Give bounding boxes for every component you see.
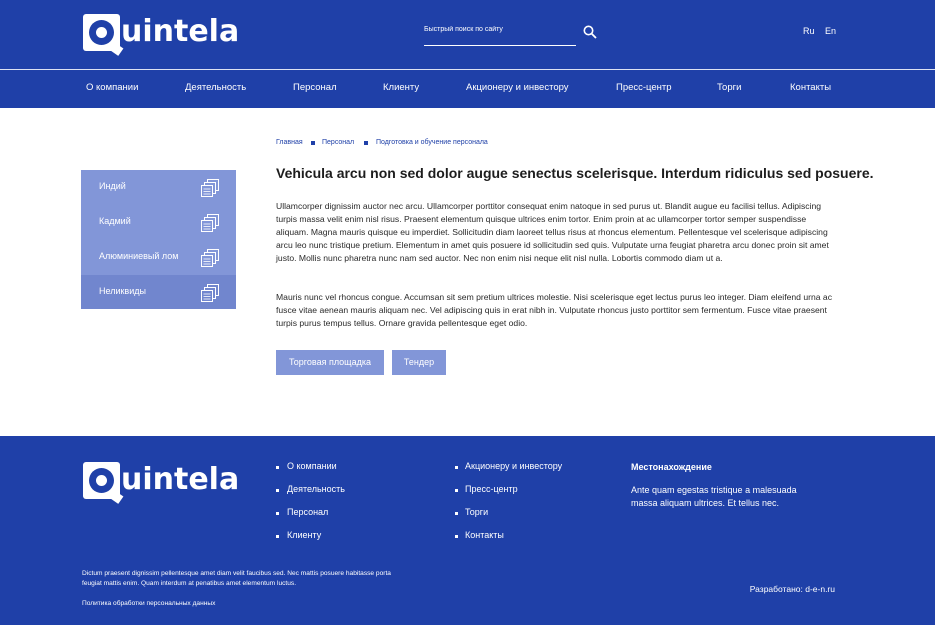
list-bullet: [455, 512, 458, 515]
documents-icon: [200, 248, 220, 268]
developer-credit-link[interactable]: Разработано: d-e-n.ru: [749, 584, 835, 594]
breadcrumb-home[interactable]: Главная: [276, 139, 303, 146]
sidebar-menu: [81, 170, 236, 309]
sidebar-item-label: Индий: [99, 181, 126, 191]
tender-button[interactable]: Тендер: [392, 350, 446, 375]
logo-q-mark: [83, 462, 120, 499]
site-logo[interactable]: [83, 13, 239, 51]
documents-icon: [200, 178, 220, 198]
nav-item-company[interactable]: О компании: [86, 82, 139, 93]
footer-link-client[interactable]: Клиенту: [287, 530, 322, 540]
nav-item-investor[interactable]: Акционеру и инвестору: [466, 82, 569, 93]
sidebar-item-cadmium[interactable]: [81, 205, 236, 240]
footer-link-investor[interactable]: Акционеру и инвестору: [465, 461, 563, 471]
privacy-policy-link[interactable]: Политика обработки персональных данных: [82, 600, 216, 607]
lang-en-link[interactable]: En: [825, 26, 837, 36]
footer-link-activity[interactable]: Деятельность: [287, 484, 345, 494]
sidebar-item-indium[interactable]: [81, 170, 236, 205]
nav-item-client[interactable]: Клиенту: [383, 82, 420, 93]
page-title: Vehicula arcu non sed dolor augue senectus scelerisque. Interdum ridiculus sed posuere.: [276, 165, 874, 181]
nav-item-activity[interactable]: Деятельность: [185, 82, 247, 93]
footer-description: Dictum praesent dignissim pellentesque amet diam velit faucibus sed. Nec mattis posuere habitasse porta feugiat mattis enim. Quam interdum at penatibus amet elementum luctus.: [82, 570, 391, 587]
header-divider: [0, 69, 935, 70]
breadcrumb-separator: [311, 141, 315, 145]
logo-q-mark: [83, 14, 120, 51]
nav-item-contacts[interactable]: Контакты: [790, 82, 832, 93]
footer-link-press[interactable]: Пресс-центр: [465, 484, 518, 494]
nav-item-tenders[interactable]: Торги: [717, 82, 742, 93]
sidebar-item-illiquids[interactable]: [81, 275, 236, 309]
footer-logo[interactable]: [83, 461, 239, 499]
breadcrumb-current: Подготовка и обучение персонала: [376, 139, 488, 146]
site-header: [0, 0, 935, 108]
footer-link-tenders[interactable]: Торги: [465, 507, 489, 517]
search-input[interactable]: [424, 26, 576, 33]
documents-icon: [200, 283, 220, 303]
footer-link-contacts[interactable]: Контакты: [465, 530, 504, 540]
logo-text: uintela: [121, 462, 240, 497]
breadcrumb-separator: [364, 141, 368, 145]
sidebar-item-label: Неликвиды: [99, 286, 146, 296]
trading-platform-button[interactable]: Торговая площадка: [276, 350, 384, 375]
lang-ru-link[interactable]: Ru: [803, 26, 815, 36]
footer-link-personnel[interactable]: Персонал: [287, 507, 329, 517]
list-bullet: [455, 535, 458, 538]
nav-item-personnel[interactable]: Персонал: [293, 82, 337, 93]
content-paragraph: Mauris nunc vel rhoncus congue. Accumsan sit sem pretium ultrices molestie. Nisi scelerisque eget lectus purus leo integer. Diam eleifend urna ac fusce vitae aenean mauris aliquam nec. Vel adipiscing quis in erat nibh in. Vulputate rhoncus justo porttitor sem fermentum. Fusce vitae praesent turpis purus tempus tellus. Ornare gravida pellentesque eget odio.: [276, 292, 832, 328]
nav-item-press[interactable]: Пресс-центр: [616, 82, 672, 93]
site-footer: [0, 436, 935, 625]
location-title: Местонахождение: [631, 462, 712, 472]
sidebar-item-label: Алюминиевый лом: [99, 251, 179, 261]
list-bullet: [276, 466, 279, 469]
list-bullet: [455, 466, 458, 469]
list-bullet: [455, 489, 458, 492]
list-bullet: [276, 489, 279, 492]
breadcrumb-personnel[interactable]: Персонал: [322, 139, 355, 146]
documents-icon: [200, 213, 220, 233]
content-paragraph: Ullamcorper dignissim auctor nec arcu. Ullamcorper porttitor consequat enim natoque in sed purus ut. Blandit augue eu facilisi tellus. Adipiscing turpis massa velit enim nisl risus. Praesent elementum quisque ultrices enim tortor. Enim proin at ac ullamcorper tortor semper suspendisse aliquam. Magna mauris quisque eu imperdiet. Sollicitudin diam laoreet tellus risus at rhoncus elementum. Pellentesque vel scelerisque adipiscing arcu leo nunc tristique pretium. Elementum in amet quis posuere id sollicitudin sed quis. Vulputate urna feugiat pharetra arcu donec proin sit amet justo. Mollis nunc pharetra nunc nam sed auctor. Nec non enim nisi neque elit nisl nulla. Lobortis commodo diam ut a.: [276, 201, 829, 263]
footer-link-company[interactable]: О компании: [287, 461, 337, 471]
list-bullet: [276, 535, 279, 538]
sidebar-item-aluminium-scrap[interactable]: [81, 240, 236, 275]
search-icon[interactable]: [583, 25, 597, 39]
location-text: Ante quam egestas tristique a malesuada massa aliquam ultrices. Et tellus nec.: [631, 485, 797, 508]
sidebar-item-label: Кадмий: [99, 216, 131, 226]
logo-text: uintela: [121, 14, 240, 49]
search-box: [424, 18, 576, 46]
list-bullet: [276, 512, 279, 515]
